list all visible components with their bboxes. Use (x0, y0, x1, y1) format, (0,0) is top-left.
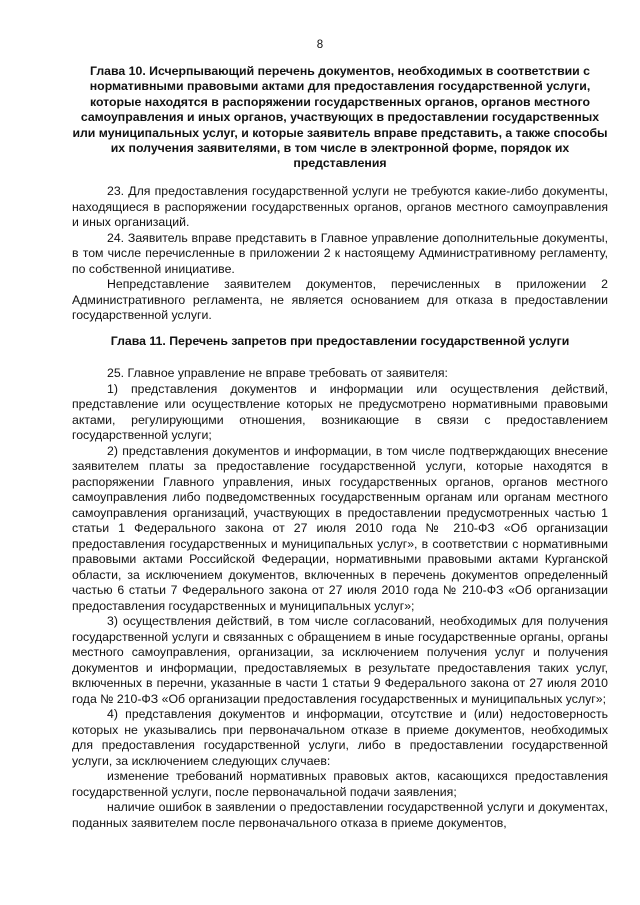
paragraph-25-item-4-case-1: изменение требований нормативных правовых актов, касающихся предоставления государственной услуги, после первоначальной подачи заявления; (72, 769, 608, 799)
paragraph-25-item-1: 1) представления документов и информации или осуществления действий, представление или осуществление которых не предусмотрено нормативными правовыми актами, регулирующими отношения, возникающие в связи с предоставлением государственной услуги; (72, 381, 608, 442)
chapter-10-title: Глава 10. Исчерпывающий перечень документов, необходимых в соответствии с нормативными правовыми актами для предоставления государственной услуги, которые находятся в распоряжении государственных органов, органов местного самоуправления и иных органов, участвующих в предоставлении государственных или муниципальных услуг, и которые заявитель вправе представить, а также способы их получения заявителями, в том числе в электронной форме, порядок их представления (72, 64, 608, 171)
paragraph-25-item-4-case-2: наличие ошибок в заявлении о предоставлении государственной услуги и документах, поданных заявителем после первоначального отказа в приеме документов, (72, 800, 608, 830)
paragraph-25-item-3: 3) осуществления действий, в том числе согласований, необходимых для получения государственной услуги и связанных с обращением в иные государственные органы, органы местного самоуправления, организации, за исключением получения услуг и получения документов и информации, предоставляемых в результате предоставления таких услуг, включенных в перечни, указанные в части 1 статьи 9 Федерального закона от 27 июля 2010 года № 210-ФЗ «Об организации предоставления государственных и муниципальных услуг»; (72, 614, 608, 706)
paragraph-25: 25. Главное управление не вправе требовать от заявителя: (107, 366, 448, 380)
paragraph-25-item-2: 2) представления документов и информации, в том числе подтверждающих внесение заявителем платы за предоставление государственной услуги, которые находятся в распоряжении Главного управления, иных государственных органов, органов местного самоуправления либо подведомственных государственным органам или органам местного самоуправления организаций, участвующих в предоставлении предусмотренных частью 1 статьи 1 Федерального закона от 27 июля 2010 года № 210-ФЗ «Об организации предоставления государственных и муниципальных услуг», в соответствии с нормативными правовыми актами Российской Федерации, нормативными правовыми актами Курганской области, за исключением документов, включенных в перечень документов определенный частью 6 статьи 7 Федерального закона от 27 июля 2010 года № 210-ФЗ «Об организации предоставления государственных и муниципальных услуг»; (72, 443, 608, 613)
paragraph-24: 24. Заявитель вправе представить в Главное управление дополнительные документы, в том числе перечисленные в приложении 2 к настоящему Административному регламенту, по собственной инициативе. (72, 230, 608, 276)
paragraph-23: 23. Для предоставления государственной услуги не требуются какие-либо документы, находящиеся в распоряжении государственных органов, органов местного самоуправления и иных организаций. (72, 184, 608, 229)
paragraph-25-item-4: 4) представления документов и информации, отсутствие и (или) недостоверность которых не указывались при первоначальном отказе в приеме документов, необходимых для предоставления государственной услуги, либо в предоставлении государственной услуги, за исключением следующих случаев: (72, 707, 608, 768)
chapter-11-title: Глава 11. Перечень запретов при предоставлении государственной услуги (110, 334, 570, 348)
chapter-10-body (72, 184, 608, 324)
page-number: 8 (316, 39, 324, 51)
chapter-11-body (72, 366, 608, 831)
paragraph-24-note: Непредставление заявителем документов, перечисленных в приложении 2 Административного регламента, не является основанием для отказа в предоставлении государственной услуги. (72, 277, 608, 322)
